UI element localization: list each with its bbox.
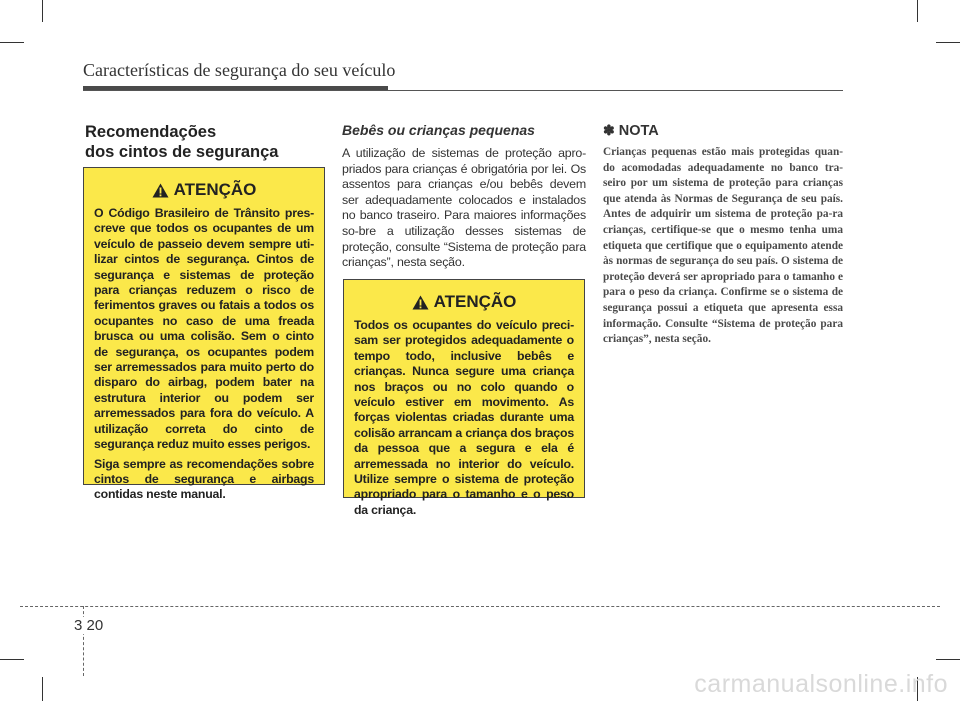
watermark: carmanualsonline.info: [694, 670, 948, 698]
body-paragraph: A utilização de sistemas de proteção apro-priados para crianças é obrigatória por lei. Os assentos para crianças e/ou bebês devem ser adequadamente colocados e instalados no banco traseiro. Para maiores informações so-bre a utilização desses sistemas de proteção, consulte “Sistema de proteção para crianças”, nesta seção.: [342, 146, 586, 270]
note-heading: [603, 122, 659, 139]
crop-mark: [42, 677, 43, 701]
note-star-icon: ✽: [603, 122, 615, 138]
warning-title: [94, 180, 314, 200]
section-heading-line2: dos cintos de segurança: [85, 143, 279, 161]
crop-mark: [0, 42, 24, 43]
warning-text: Todos os ocupantes do veículo preci-sam ser protegidos adequadamente o tempo todo, inclusive bebês e crianças. Nunca segure uma criança nos braços ou no colo quando o veículo estiver em movimento. As forças violentas criadas durante uma colisão arrancam a criança dos braços da pessoa que a segura e ela é arremessada no interior do veículo. Utilize sempre o sistema de proteção apropriado para o tamanho e o peso da criança.: [354, 318, 574, 517]
warning-box-seatbelts: [83, 167, 325, 502]
crop-mark: [917, 0, 918, 22]
warning-text: O Código Brasileiro de Trânsito pres-creve que todos os ocupantes de um veículo de passeio devem sempre uti-lizar cintos de segurança. Cintos de segurança e sistemas de proteção para crianças reduzem o risco de ferimentos graves ou fatais a todos os ocupantes no caso de uma freada brusca ou uma colisão. Sem o cinto de segurança, os ocupantes podem ser arremessados para muito perto do disparo do airbag, podem bater na estrutura interior ou podem ser arremessados para fora do veículo. A utilização correta do cinto de segurança reduz muito esses perigos.: [94, 206, 314, 452]
warning-title-text: ATENÇÃO: [173, 180, 257, 199]
note-text: Crianças pequenas estão mais protegidas quan-do acomodadas adequadamente no banco tra-seiro por um sistema de proteção para crianças que atenda às Normas de Segurança de seu país. Antes de adquirir um sistema de proteção pa-ra crianças, certifique-se que o mesmo tenha uma etiqueta que certifique que o equipamento atende às normas de segurança do seu país. O sistema de proteção deverá ser apropriado para o tamanho e para o peso da criança. Confirme se o sistema de segurança possui a etiqueta que apresenta essa informação. Consulte “Sistema de proteção para crianças”, nesta seção.: [603, 146, 843, 346]
page-number: 3 20: [74, 617, 104, 634]
warning-triangle-icon: [152, 183, 169, 198]
warning-title-text: ATENÇÃO: [433, 292, 517, 311]
header-rule: [83, 90, 843, 91]
crop-mark: [936, 659, 960, 660]
page-header-title: Características de segurança do seu veículo: [83, 60, 396, 80]
footer-dashed-rule: [20, 606, 940, 607]
warning-triangle-icon: [412, 295, 429, 310]
crop-mark: [936, 42, 960, 43]
section-heading: [85, 122, 325, 162]
warning-text-2: Siga sempre as recomendações sobre cintos de segurança e airbags contidas neste manual.: [94, 456, 314, 502]
warning-box-children: [343, 279, 585, 517]
note-heading-text: NOTA: [618, 122, 659, 139]
crop-mark: [0, 659, 24, 660]
section-heading-line1: Recomendações: [85, 123, 217, 141]
warning-title: [354, 292, 574, 312]
subsection-heading: Bebês ou crianças pequenas: [342, 122, 535, 138]
crop-mark: [42, 0, 43, 22]
